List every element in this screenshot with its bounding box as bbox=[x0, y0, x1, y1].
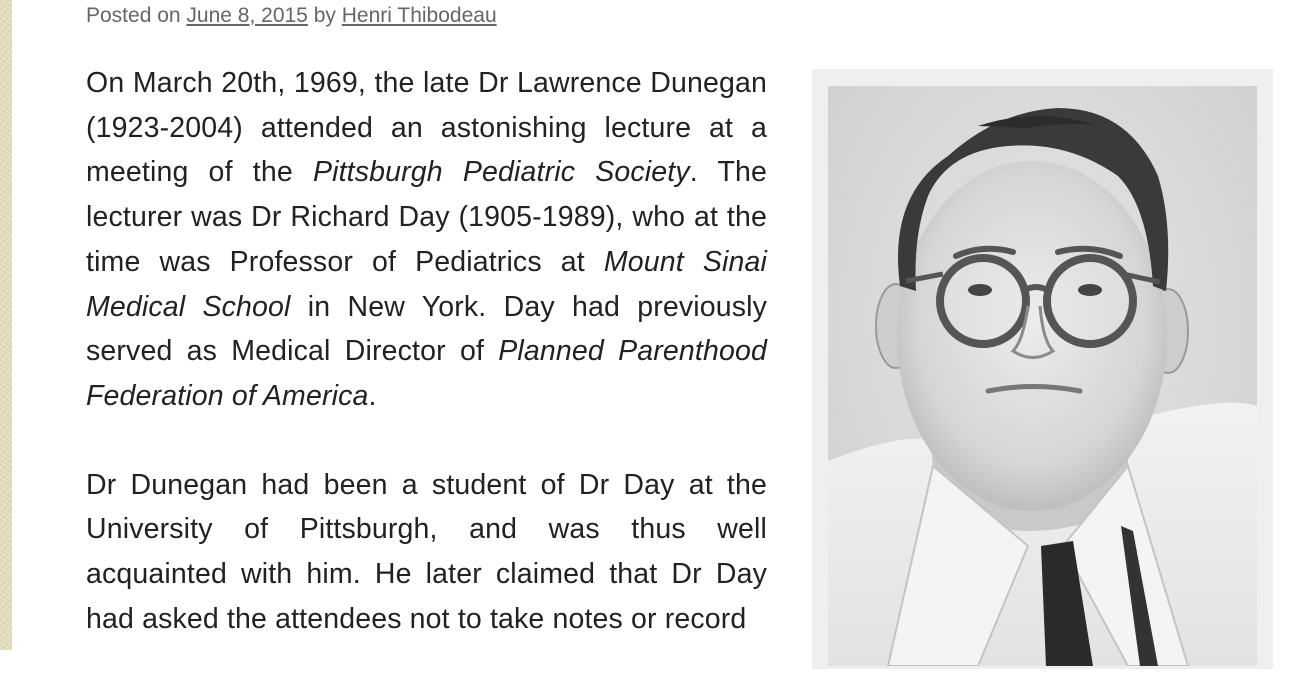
post-meta bbox=[86, 4, 497, 28]
italic-segment: Pittsburgh Pediatric Society bbox=[312, 156, 690, 189]
italic-segment: Mount Sinai Medical School bbox=[86, 245, 767, 323]
italic-segment: Planned Parenthood Federation of America bbox=[86, 335, 767, 412]
portrait-figure bbox=[812, 69, 1273, 669]
by-label: by bbox=[313, 4, 336, 27]
paragraph-2 bbox=[86, 463, 767, 642]
text-segment: . The lecturer was Dr Richard Day (1905-1989), who at the time was Professor of Pediatrics at bbox=[86, 156, 767, 278]
author-link[interactable]: Henri Thibodeau bbox=[341, 4, 497, 27]
article-body bbox=[86, 61, 767, 685]
portrait-image-icon bbox=[828, 86, 1257, 666]
post-date-link[interactable]: June 8, 2015 bbox=[186, 4, 308, 27]
posted-on-label: Posted on bbox=[86, 4, 181, 27]
paragraph-1 bbox=[86, 61, 767, 419]
text-segment: . bbox=[368, 379, 377, 412]
background-texture-strip bbox=[0, 0, 12, 650]
text-segment: in New York. Day had previously served as Medical Director of bbox=[86, 290, 767, 368]
text-segment: On March 20th, 1969, the late Dr Lawrence Dunegan (1923-2004) attended an astonishing lecture at a meeting of the bbox=[86, 67, 767, 189]
portrait-photo[interactable] bbox=[828, 86, 1257, 666]
text-segment: Dr Dunegan had been a student of Dr Day at the University of Pittsburgh, and was thus well acquainted with him. He later claimed that Dr Day had asked the attendees not to take notes or record bbox=[86, 468, 767, 635]
